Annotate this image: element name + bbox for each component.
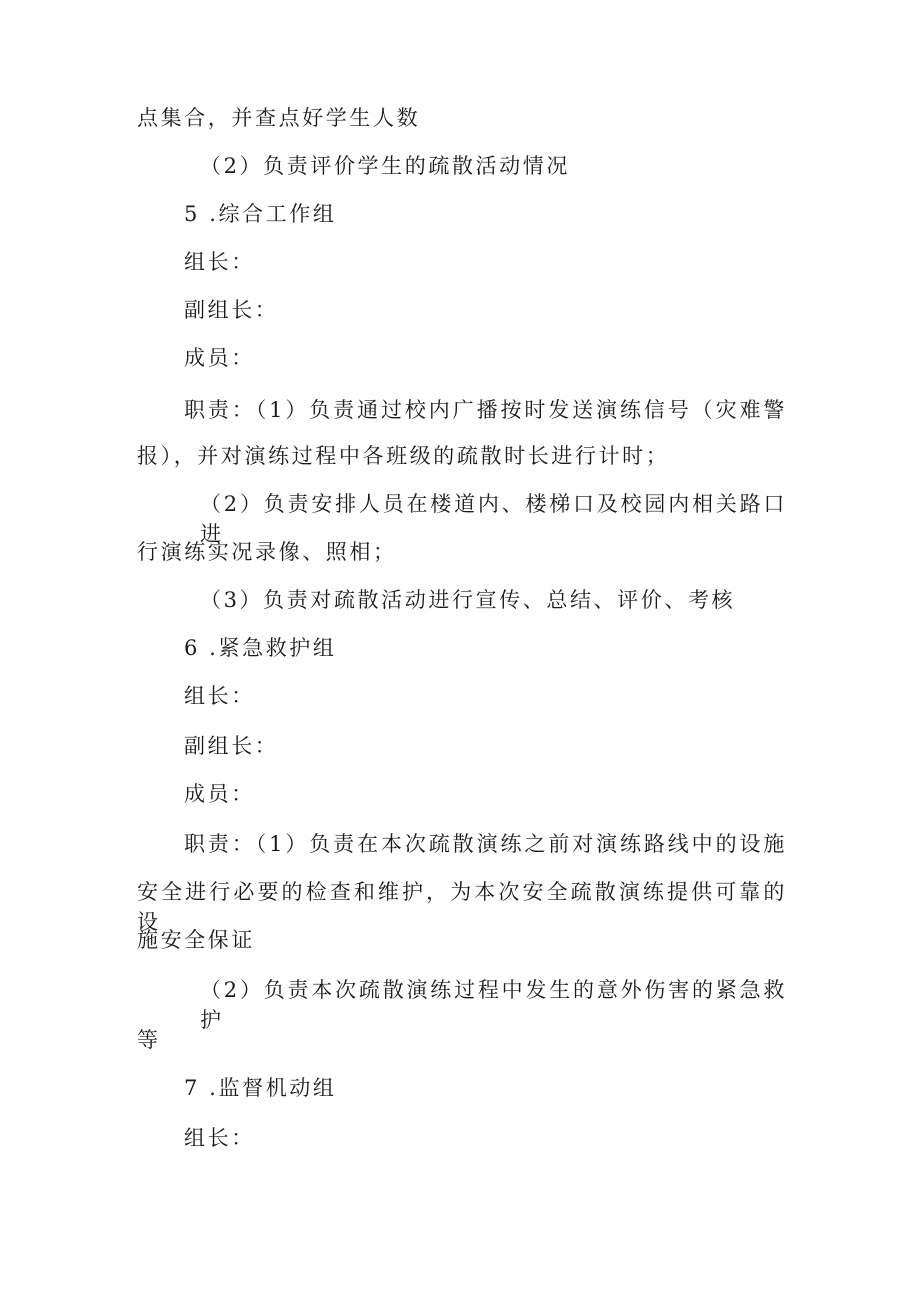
duties-line-4: 行演练实况录像、照相； <box>137 540 397 564</box>
duties-line-3: （2）负责安排人员在楼道内、楼梯口及校园内相关路口进 <box>200 492 787 546</box>
duties-line-8: 施安全保证 <box>137 928 255 952</box>
duties-line-2: 报），并对演练过程中各班级的疏散时长进行计时； <box>137 444 670 468</box>
text-line-1: 点集合，并查点好学生人数 <box>137 106 421 130</box>
text-line-2: （2）负责评价学生的疏散活动情况 <box>200 154 570 178</box>
duties-line-10: 等 <box>137 1028 161 1052</box>
group-leader-label-2: 组长： <box>184 684 255 708</box>
duties-line-6: 职责：（1）负责在本次疏散演练之前对演练路线中的设施 <box>184 832 787 856</box>
section-heading-7: 7 .监督机动组 <box>184 1076 337 1100</box>
group-leader-label-3: 组长： <box>184 1126 255 1150</box>
duties-line-7: 安全进行必要的检查和维护，为本次安全疏散演练提供可靠的设 <box>137 880 787 934</box>
duties-line-5: （3）负责对疏散活动进行宣传、总结、评价、考核 <box>200 588 736 612</box>
duties-line-1: 职责：（1）负责通过校内广播按时发送演练信号（灾难警 <box>184 398 787 422</box>
group-leader-label: 组长： <box>184 250 255 274</box>
deputy-leader-label: 副组长： <box>184 298 279 322</box>
duties-line-9: （2）负责本次疏散演练过程中发生的意外伤害的紧急救护 <box>200 978 787 1032</box>
section-heading-5: 5 .综合工作组 <box>184 202 337 226</box>
deputy-leader-label-2: 副组长： <box>184 734 279 758</box>
members-label-2: 成员： <box>184 782 255 806</box>
section-heading-6: 6 .紧急救护组 <box>184 636 337 660</box>
members-label: 成员： <box>184 346 255 370</box>
